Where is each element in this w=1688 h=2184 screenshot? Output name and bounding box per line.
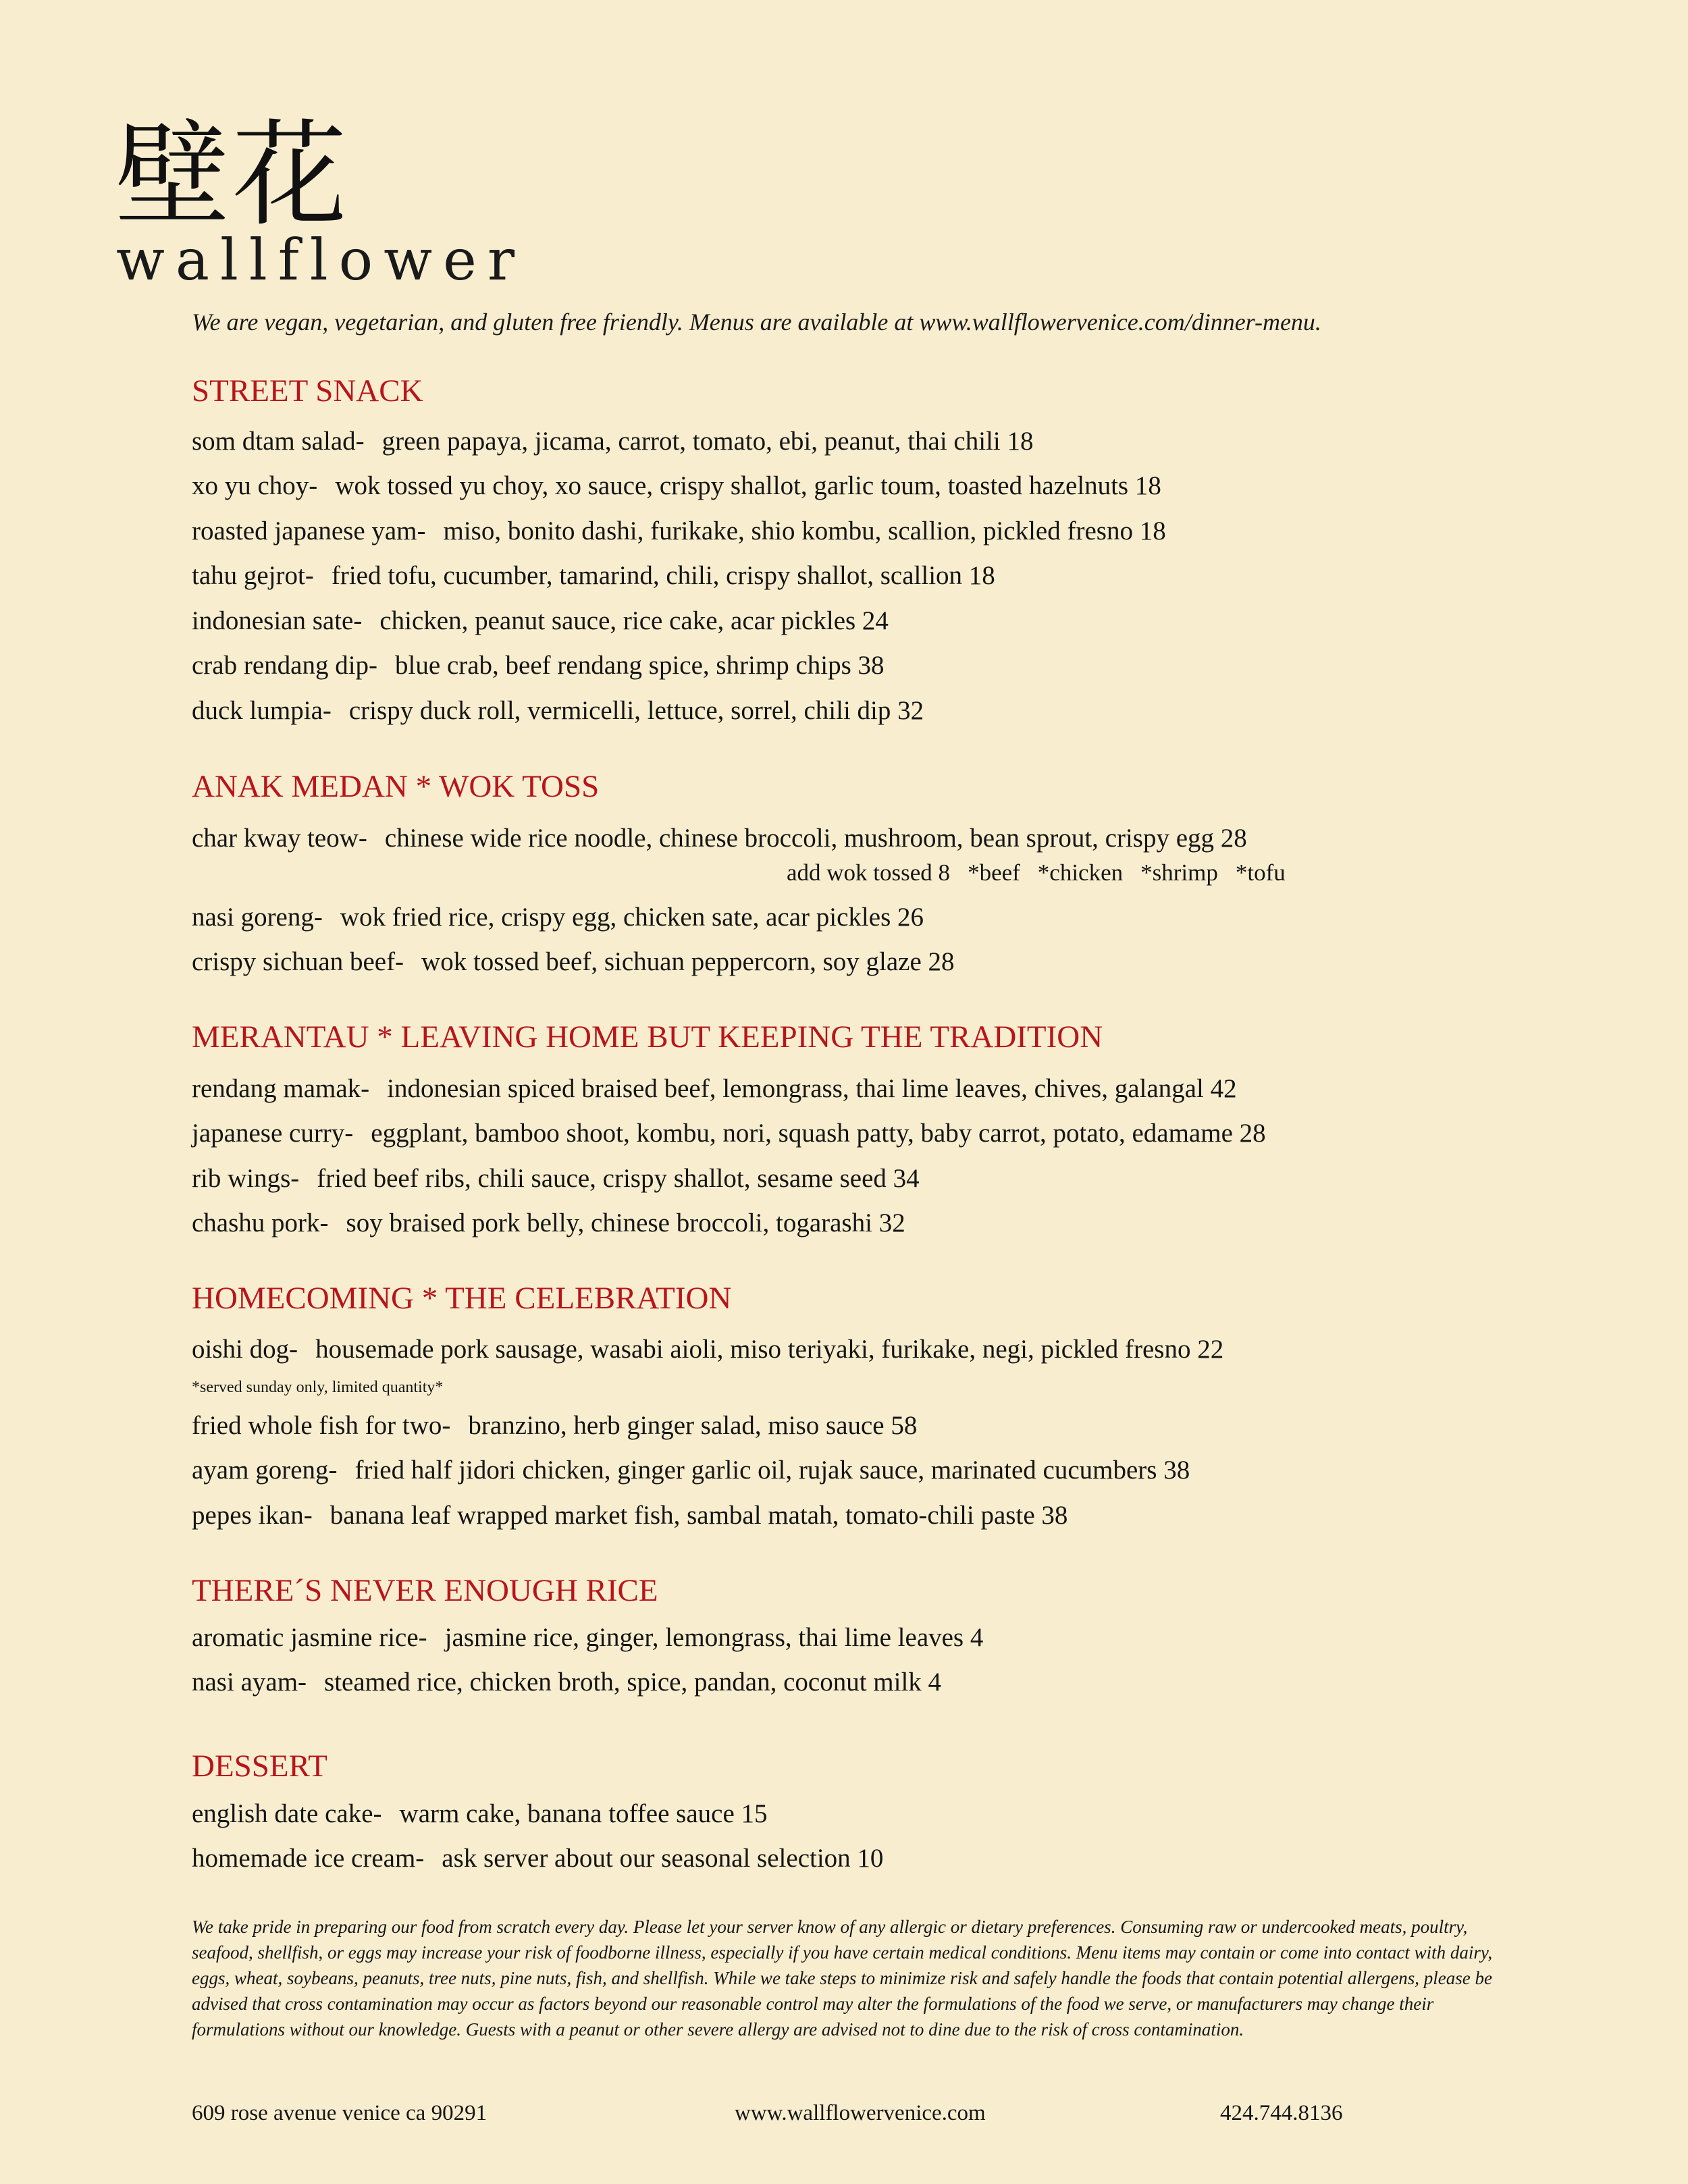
menu-item [192,1499,1067,1532]
item-name: crab rendang dip- [192,651,378,680]
menu-item [192,1454,1190,1487]
footer-phone[interactable]: 424.744.8136 [1220,2101,1343,2125]
item-desc: soy braised pork belly, chinese broccoli, togarashi 32 [346,1208,905,1237]
item-name: roasted japanese yam- [192,516,426,545]
item-name: rendang mamak- [192,1074,370,1103]
allergy-disclaimer: We take pride in preparing our food from scratch every day. Please let your server know of any allergic or dietary preferences. Consuming raw or undercooked meats, poultry, seafood, shellfish, or eggs may increase your risk of foodborne illness, especially if you have certain medical conditions. Menu items may contain or come into contact with dairy, eggs, wheat, soybeans, peanuts, tree nuts, pine nuts, fish, and shellfish. While we take steps to minimize risk and safely handle the foods that contain potential allergens, please be advised that cross contamination may occur as factors beyond our reasonable control may alter the formulations of the food we serve, or manufacturers may change their formulations without our knowledge. Guests with a peanut or other severe allergy are advised not to dine due to the risk of cross contamination. [192,1917,1493,2040]
item-name: char kway teow- [192,824,367,853]
item-name: fried whole fish for two- [192,1411,451,1440]
footer-address: 609 rose avenue venice ca 90291 [192,2101,487,2125]
addon-option: *tofu [1235,859,1286,886]
item-desc: wok tossed yu choy, xo sauce, crispy shallot, garlic toum, toasted hazelnuts 18 [335,471,1161,500]
addon-option: *shrimp [1140,859,1218,886]
item-desc: eggplant, bamboo shoot, kombu, nori, squash patty, baby carrot, potato, edamame 28 [371,1119,1266,1148]
item-desc: miso, bonito dashi, furikake, shio kombu, scallion, pickled fresno 18 [443,516,1166,545]
item-desc: fried tofu, cucumber, tamarind, chili, crispy shallot, scallion 18 [331,561,995,590]
menu-item [192,822,1247,855]
item-name: homemade ice cream- [192,1844,425,1873]
menu-item [192,1117,1266,1150]
item-name: tahu gejrot- [192,561,314,590]
item-name: english date cake- [192,1799,382,1828]
add-wok-tossed-options [787,859,1286,887]
item-desc: wok fried rice, crispy egg, chicken sate, acar pickles 26 [340,903,924,932]
footer-website[interactable]: www.wallflowervenice.com [735,2101,986,2125]
item-desc: branzino, herb ginger salad, miso sauce 58 [468,1411,918,1440]
addon-option: *chicken [1037,859,1124,886]
menu-item [192,1073,1237,1105]
item-name: oishi dog- [192,1335,298,1364]
menu-item [192,560,995,592]
menu-item [192,901,924,934]
logo-wordmark: wallflower [116,227,526,293]
item-desc: jasmine rice, ginger, lemongrass, thai lime leaves 4 [444,1623,984,1652]
item-desc: chicken, peanut sauce, rice cake, acar pickles 24 [379,606,889,635]
item-name: som dtam salad- [192,427,365,456]
menu-item [192,946,955,978]
item-name: aromatic jasmine rice- [192,1623,427,1652]
item-name: indonesian sate- [192,606,363,635]
item-name: duck lumpia- [192,696,332,725]
section-title-merantau: MERANTAU * LEAVING HOME BUT KEEPING THE TRADITION [192,1019,1103,1055]
tagline: We are vegan, vegetarian, and gluten free friendly. Menus are available at www.wallflowervenice.com/dinner-menu. [192,309,1321,336]
item-desc: housemade pork sausage, wasabi aioli, miso teriyaki, furikake, negi, pickled fresno 22 [315,1335,1224,1364]
addon-label: add wok tossed 8 [787,859,951,886]
section-title-anak-medan: ANAK MEDAN * WOK TOSS [192,769,600,804]
section-title-dessert: DESSERT [192,1749,327,1784]
menu-item [192,1622,983,1654]
section-title-rice: THERE´S NEVER ENOUGH RICE [192,1573,658,1608]
item-desc: banana leaf wrapped market fish, sambal matah, tomato-chili paste 38 [329,1501,1068,1530]
served-sunday-note: *served sunday only, limited quantity* [192,1379,444,1396]
logo-cjk: 壁花 [115,109,350,242]
addon-option: *beef [968,859,1020,886]
section-title-homecoming: HOMECOMING * THE CELEBRATION [192,1281,732,1316]
item-desc: warm cake, banana toffee sauce 15 [399,1799,768,1828]
menu-item [192,515,1166,548]
item-name: xo yu choy- [192,471,318,500]
item-name: ayam goreng- [192,1456,338,1485]
menu-item [192,1842,883,1875]
menu-item [192,1333,1223,1366]
item-name: nasi ayam- [192,1668,307,1697]
item-desc: fried half jidori chicken, ginger garlic oil, rujak sauce, marinated cucumbers 38 [354,1456,1190,1485]
menu-item [192,605,889,637]
menu-item [192,1410,917,1442]
item-name: crispy sichuan beef- [192,947,404,976]
menu-item [192,1666,941,1699]
item-desc: chinese wide rice noodle, chinese broccoli, mushroom, bean sprout, crispy egg 28 [384,824,1247,853]
section-title-street-snack: STREET SNACK [192,373,423,408]
item-desc: green papaya, jicama, carrot, tomato, ebi, peanut, thai chili 18 [381,427,1034,456]
menu-item [192,1207,905,1240]
menu-item [192,1163,920,1195]
menu-item [192,695,924,727]
item-desc: steamed rice, chicken broth, spice, pandan, coconut milk 4 [324,1668,942,1697]
item-name: chashu pork- [192,1208,329,1237]
item-desc: fried beef ribs, chili sauce, crispy shallot, sesame seed 34 [317,1164,920,1193]
item-desc: wok tossed beef, sichuan peppercorn, soy glaze 28 [421,947,955,976]
item-desc: crispy duck roll, vermicelli, lettuce, sorrel, chili dip 32 [348,696,924,725]
item-desc: blue crab, beef rendang spice, shrimp chips 38 [395,651,885,680]
menu-item [192,1798,768,1830]
menu-item [192,649,885,682]
item-name: pepes ikan- [192,1501,313,1530]
item-name: rib wings- [192,1164,300,1193]
menu-item [192,470,1161,502]
item-name: nasi goreng- [192,903,323,932]
item-desc: ask server about our seasonal selection 10 [442,1844,884,1873]
menu-item [192,425,1034,458]
item-name: japanese curry- [192,1119,354,1148]
item-desc: indonesian spiced braised beef, lemongrass, thai lime leaves, chives, galangal 42 [387,1074,1237,1103]
